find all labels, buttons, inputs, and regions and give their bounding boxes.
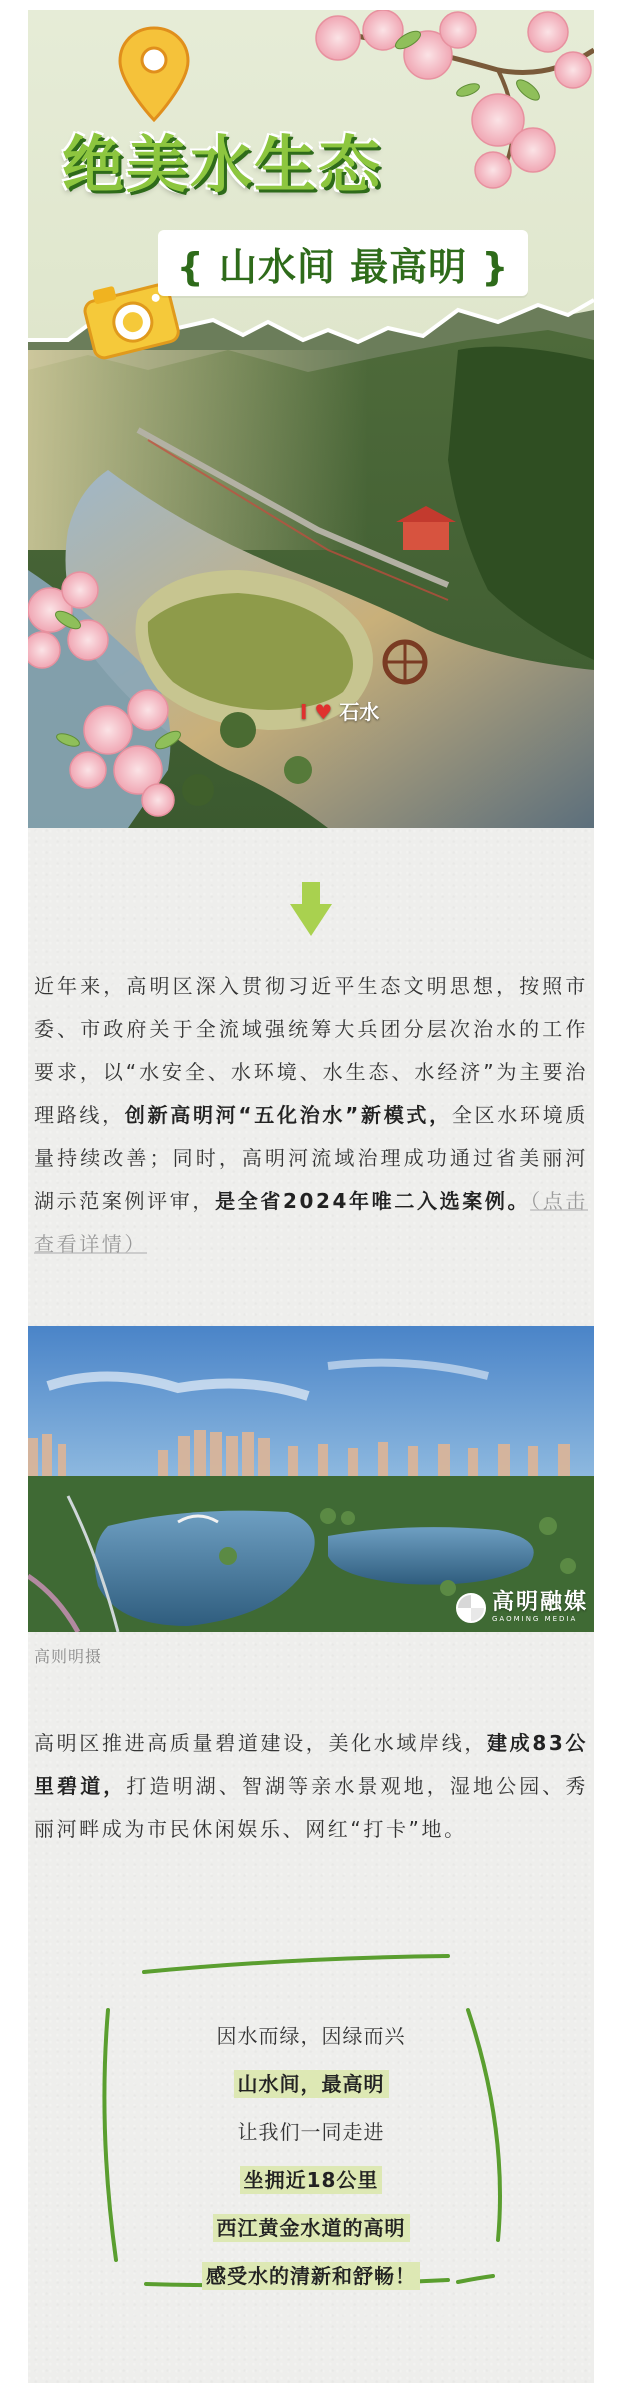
media-logo: [456, 1591, 588, 1624]
closing-line-4: [124, 2156, 498, 2204]
sign-label: 石水: [339, 700, 380, 724]
closing-line-1: [124, 2012, 498, 2060]
hero-banner: [28, 10, 594, 828]
closing-line-4-text: 坐拥近18公里: [240, 2166, 383, 2194]
closing-line-2-text: 山水间，最高明: [234, 2070, 389, 2098]
intro-text-2: 全区水环境质量持续改善；同时，高明河流域治理成功通过省美丽河湖示范案例评审，: [34, 1103, 588, 1213]
closing-line-1-text: 因水而绿，因绿而兴: [216, 2024, 406, 2048]
media-logo-icon: [456, 1593, 486, 1623]
intro-paragraph: [34, 965, 588, 1266]
down-arrow-icon: [290, 882, 332, 936]
intro-text-1: 近年来，高明区深入贯彻习近平生态文明思想，按照市委、市政府关于全流域强统筹大兵团分层次治水的工作要求，以“水安全、水环境、水生态、水经济”为主要治理路线，: [34, 974, 588, 1127]
details-link[interactable]: （点击查看详情）: [34, 1189, 588, 1256]
sign-heart: I ♥: [300, 700, 333, 724]
media-logo-text: [492, 1591, 588, 1624]
island-sign: [300, 696, 379, 725]
closing-line-6-text: 感受水的清新和舒畅！: [202, 2262, 420, 2290]
greenway-bold-1: 建成83公里碧道，: [34, 1731, 588, 1798]
closing-line-3-text: 让我们一同走进: [237, 2120, 385, 2144]
photo-caption: 高则明摄: [34, 1647, 103, 1666]
greenway-photo: [28, 1326, 594, 1632]
closing-line-6: [124, 2252, 498, 2300]
hero-subtitle: { 山水间 最高明 }: [176, 245, 510, 289]
media-logo-name: 高明融媒: [491, 1590, 588, 1615]
hero-title: 绝美水生态: [62, 128, 383, 201]
media-logo-english: GAOMING MEDIA: [491, 1615, 578, 1623]
greenway-text-1: 高明区推进高质量碧道建设，美化水域岸线，: [34, 1731, 488, 1755]
article-page: [28, 10, 594, 2383]
closing-line-5-text: 西江黄金水道的高明: [213, 2214, 410, 2242]
closing-line-2: [124, 2060, 498, 2108]
greenway-text-2: 打造明湖、智湖等亲水景观地，湿地公园、秀丽河畔成为市民休闲娱乐、网红“打卡”地。: [34, 1774, 588, 1841]
closing-line-5: [124, 2204, 498, 2252]
intro-bold-1: 创新高明河“五化治水”新模式，: [124, 1103, 452, 1127]
closing-line-3: [124, 2108, 498, 2156]
greenway-paragraph: [34, 1722, 588, 1851]
intro-bold-2: 是全省2024年唯二入选案例。: [215, 1189, 531, 1213]
greenway-photo-image: [28, 1326, 594, 1632]
closing-lines: [124, 2012, 498, 2300]
